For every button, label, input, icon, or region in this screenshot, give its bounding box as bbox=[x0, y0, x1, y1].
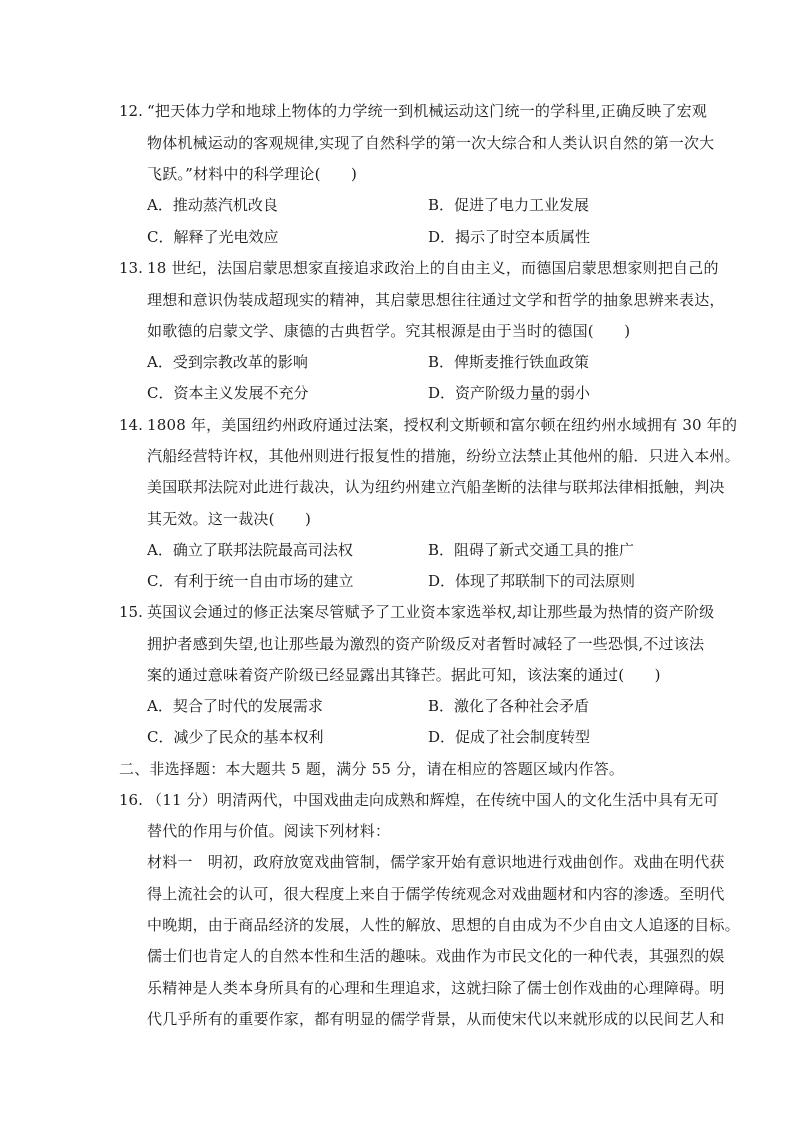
question-13-option-c[interactable]: C．资本主义发展不充分 bbox=[147, 384, 309, 402]
question-12-line-2: 物体机械运动的客观规律,实现了自然科学的第一次大综合和人类认识自然的第一次大 bbox=[147, 134, 715, 152]
question-15-line-3: 案的通过意味着资产阶级已经显露出其锋芒。据此可知，该法案的通过( ) bbox=[147, 666, 661, 684]
question-13-line-2: 理想和意识伪装成超现实的精神，其启蒙思想往往通过文学和哲学的抽象思辨来表达， bbox=[147, 291, 725, 309]
question-14-line-3: 美国联邦法院对此进行裁决，认为纽约州建立汽船垄断的法律与联邦法律相抵触，判决 bbox=[147, 478, 725, 496]
question-14-option-c[interactable]: C．有利于统一自由市场的建立 bbox=[147, 572, 354, 590]
question-15-option-c[interactable]: C．减少了民众的基本权利 bbox=[147, 728, 324, 746]
section-two-heading: 二、非选择题：本大题共 5 题，满分 55 分，请在相应的答题区域内作答。 bbox=[119, 760, 625, 778]
question-16-number: 16. bbox=[119, 791, 143, 809]
question-13-option-a[interactable]: A．受到宗教改革的影响 bbox=[147, 353, 308, 371]
question-15-line-1: 英国议会通过的修正法案尽管赋予了工业资本家选举权,却让那些最为热情的资产阶级 bbox=[147, 603, 715, 621]
question-16-line-1: （11 分）明清两代，中国戏曲走向成熟和辉煌，在传统中国人的文化生活中具有无可 bbox=[147, 791, 719, 809]
question-14-line-1: 1808 年，美国纽约州政府通过法案，授权利文斯顿和富尔顿在纽约州水域拥有 30 年的 bbox=[147, 416, 738, 434]
question-12-number: 12. bbox=[119, 102, 143, 120]
material-line-2: 得上流社会的认可，很大程度上来自于儒学传统观念对戏曲题材和内容的渗透。至明代 bbox=[147, 885, 725, 903]
question-14-option-b[interactable]: B．阻碍了新式交通工具的推广 bbox=[428, 541, 635, 559]
material-line-1: 材料一 明初，政府放宽戏曲管制，儒学家开始有意识地进行戏曲创作。戏曲在明代获 bbox=[147, 853, 725, 871]
question-14-line-2: 汽船经营特许权，其他州则进行报复性的措施，纷纷立法禁止其他州的船．只进入本州。 bbox=[147, 447, 740, 465]
question-15-option-d[interactable]: D．促成了社会制度转型 bbox=[428, 728, 591, 746]
question-15-option-a[interactable]: A．契合了时代的发展需求 bbox=[147, 697, 323, 715]
question-12-line-1: “把天体力学和地球上物体的力学统一到机械运动这门统一的学科里,正确反映了宏观 bbox=[147, 102, 708, 120]
question-15-line-2: 拥护者感到失望,也让那些最为激烈的资产阶级反对者暂时减轻了一些恐惧,不过该法 bbox=[147, 635, 705, 653]
question-13-option-b[interactable]: B．俾斯麦推行铁血政策 bbox=[428, 353, 590, 371]
question-12-line-3: 飞跃。”材料中的科学理论( ) bbox=[147, 165, 358, 183]
question-12-option-d[interactable]: D．揭示了时空本质属性 bbox=[428, 228, 591, 246]
question-14-option-d[interactable]: D．体现了邦联制下的司法原则 bbox=[428, 572, 636, 590]
question-14-line-4: 其无效。这一裁决( ) bbox=[147, 510, 312, 528]
question-13-option-d[interactable]: D．资产阶级力量的弱小 bbox=[428, 384, 591, 402]
question-15-option-b[interactable]: B．激化了各种社会矛盾 bbox=[428, 697, 590, 715]
question-14-number: 14. bbox=[119, 416, 143, 434]
question-12-option-a[interactable]: A．推动蒸汽机改良 bbox=[147, 196, 278, 214]
question-13-number: 13. bbox=[119, 259, 143, 277]
question-13-line-1: 18 世纪，法国启蒙思想家直接追求政治上的自由主义，而德国启蒙思想家则把自己的 bbox=[147, 259, 719, 277]
question-12-option-c[interactable]: C．解释了光电效应 bbox=[147, 228, 279, 246]
question-14-option-a[interactable]: A．确立了联邦法院最高司法权 bbox=[147, 541, 353, 559]
question-15-number: 15. bbox=[119, 603, 143, 621]
question-16-line-2: 替代的作用与价值。阅读下列材料： bbox=[147, 822, 391, 840]
material-line-5: 乐精神是人类本身所具有的心理和生理追求，这就扫除了儒士创作戏曲的心理障碍。明 bbox=[147, 979, 725, 997]
question-12-option-b[interactable]: B．促进了电力工业发展 bbox=[428, 196, 590, 214]
question-13-line-3: 如歌德的启蒙文学、康德的古典哲学。究其根源是由于当时的德国( ) bbox=[147, 322, 631, 340]
material-line-4: 儒士们也肯定人的自然本性和生活的趣味。戏曲作为市民文化的一种代表，其强烈的娱 bbox=[147, 947, 725, 965]
material-line-6: 代几乎所有的重要作家，都有明显的儒学背景，从而使宋代以来就形成的以民间艺人和 bbox=[147, 1010, 725, 1028]
material-line-3: 中晚期，由于商品经济的发展，人性的解放、思想的自由成为不少自由文人追逐的目标。 bbox=[147, 916, 740, 934]
